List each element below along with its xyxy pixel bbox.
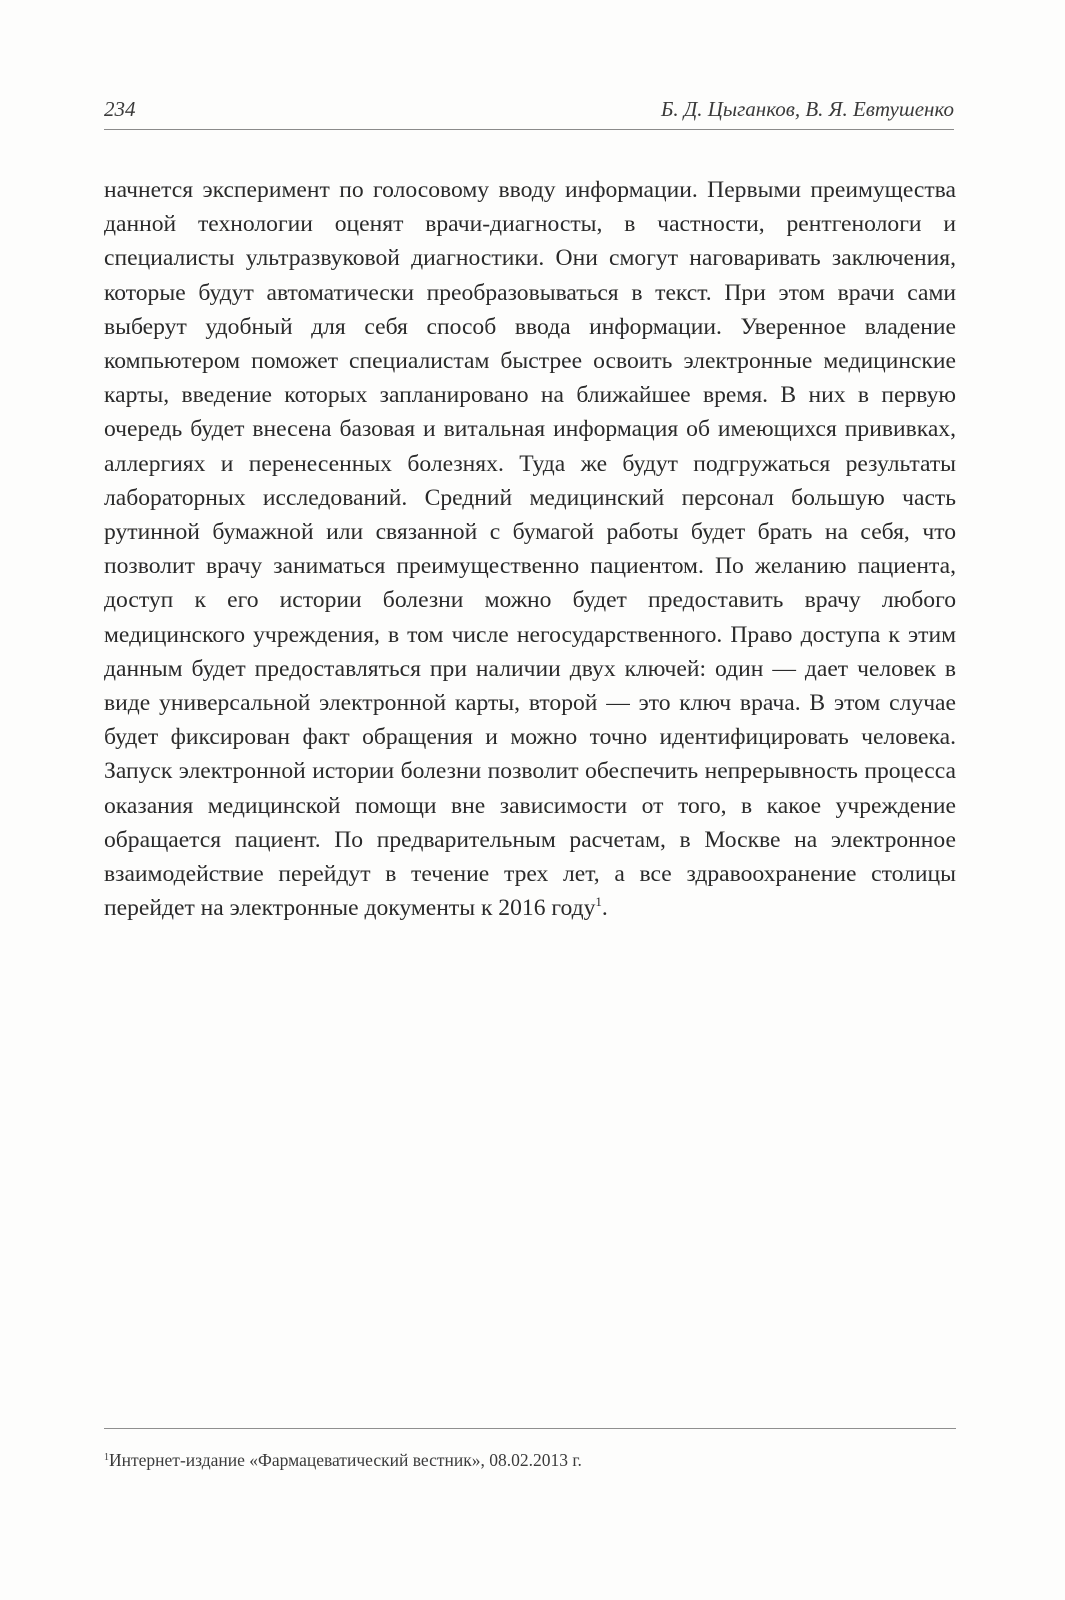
body-end-punctuation: .: [601, 895, 608, 922]
page-number: 234: [104, 97, 136, 121]
running-header: [104, 95, 954, 130]
body-paragraph: [104, 173, 956, 925]
footnote-reference[interactable]: 1: [595, 894, 602, 910]
body-text: начнется эксперимент по голосовому вводу информации. Первыми преимущества данной технологии оценят врачи-диагносты, в частности, рентгенологи и специалисты ультразвуковой диагностики. Они смогут наговаривать заключения, которые будут автоматически преобразовываться в текст. При этом врачи сами выберут удобный для себя способ ввода информации. Уверенное владение компьютером поможет специалистам быстрее освоить электронные медицинские карты, введение которых запланировано на ближайшее время. В них в первую очередь будет внесена базовая и витальная информация об имеющихся прививках, аллергиях и перенесенных болезнях. Туда же будут подгружаться результаты лабораторных исследований. Средний медицинский персонал большую часть рутинной бумажной или связанной с бумагой работы будет брать на себя, что позволит врачу заниматься преимущественно пациентом. По желанию пациента, доступ к его истории болезни можно будет предоставить врачу любого медицинского учреждения, в том числе негосударственного. Право доступа к этим данным будет предоставляться при наличии двух ключей: один — дает человек в виде универсальной электронной карты, второй — это ключ врача. В этом случае будет фиксирован факт обращения и можно точно идентифицировать человека. Запуск электронной истории болезни позволит обеспечить непрерывность процесса оказания медицинской помощи вне зависимости от того, в какое учреждение обращается пациент. По предварительным расчетам, в Москве на электронное взаимодействие перейдут в течение трех лет, а все здравоохранение столицы перейдет на электронные документы к 2016 году: [104, 177, 956, 922]
footnote-marker: 1: [104, 1452, 109, 1463]
header-authors: Б. Д. Цыганков, В. Я. Евтушенко: [660, 97, 954, 121]
footnote-text: Интернет-издание «Фармацеватический вестник», 08.02.2013 г.: [109, 1450, 582, 1470]
footnote-divider: [104, 1428, 956, 1429]
footnote: [104, 1448, 956, 1472]
